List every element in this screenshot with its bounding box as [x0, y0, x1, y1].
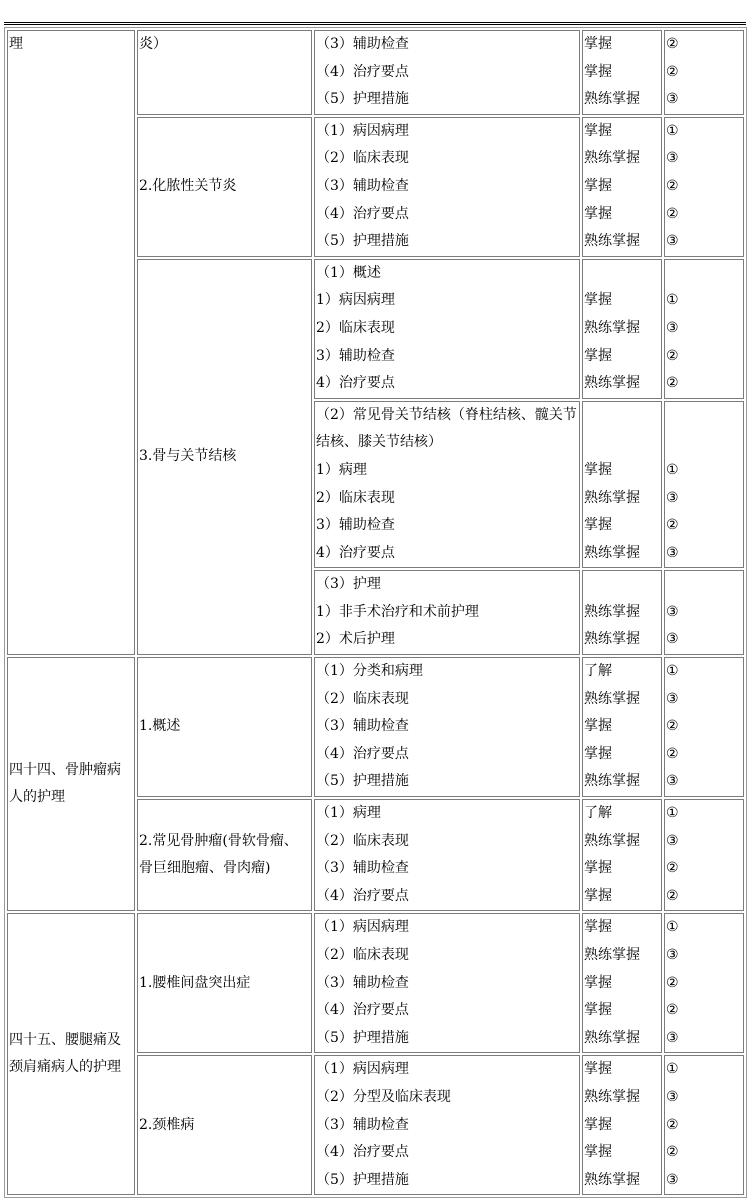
grade-mark: ③ — [666, 947, 679, 963]
grade-mark: ① — [666, 1061, 679, 1078]
mastery-level: 熟练掌握 — [584, 1088, 640, 1105]
level-cell — [582, 30, 662, 115]
level-cell — [582, 117, 662, 257]
mastery-level: 掌握 — [584, 860, 612, 877]
level-cell — [582, 913, 662, 1053]
spacer-line — [666, 571, 742, 599]
topic-name: 2.常见骨肿瘤(骨软骨瘤、骨巨细胞瘤、骨肉瘤) — [139, 832, 298, 877]
mastery-level: 掌握 — [584, 347, 612, 364]
topic-name: 1.腰椎间盘突出症 — [139, 974, 251, 991]
point-item: 1）病因病理 — [316, 292, 395, 309]
topic-name: 2.颈椎病 — [139, 1116, 195, 1133]
topic-name: 1.概述 — [139, 718, 181, 735]
point-item: （1）病因病理 — [316, 919, 409, 936]
grade-mark: ② — [666, 205, 679, 222]
grade-mark: ② — [666, 1002, 679, 1019]
mastery-level: 熟练掌握 — [584, 91, 640, 108]
topic-name-cell — [137, 117, 312, 257]
point-item: 1）非手术治疗和术前护理 — [316, 603, 479, 620]
point-item: （2）分型及临床表现 — [316, 1088, 451, 1105]
topic-name-cell — [137, 799, 312, 911]
grade-mark: ③ — [666, 91, 679, 108]
grade-mark: ② — [666, 1144, 679, 1161]
grade-mark: ③ — [666, 690, 679, 707]
mastery-level: 掌握 — [584, 177, 612, 194]
point-item: （4）治疗要点 — [316, 887, 409, 904]
section-title: 四十四、骨肿瘤病人的护理 — [9, 761, 121, 806]
mastery-level: 熟练掌握 — [584, 947, 640, 963]
point-item: 3）辅助检查 — [316, 347, 395, 364]
topic-name: 2.化脓性关节炎 — [139, 177, 237, 194]
point-cell — [314, 30, 580, 115]
grade-cell — [664, 401, 744, 569]
mastery-level: 掌握 — [584, 292, 612, 309]
mastery-level: 掌握 — [584, 745, 612, 762]
point-item: （3）辅助检查 — [316, 718, 409, 735]
level-cell — [582, 657, 662, 797]
topic-name-cell — [137, 657, 312, 797]
topic-name-cell — [137, 1055, 312, 1195]
mastery-level: 熟练掌握 — [584, 233, 640, 250]
grade-mark: ③ — [666, 631, 679, 648]
spacer-line — [666, 402, 742, 430]
point-item: （1）分类和病理 — [316, 663, 423, 680]
grade-cell — [664, 30, 744, 115]
grade-mark: ③ — [666, 233, 679, 250]
point-item: 4）治疗要点 — [316, 375, 395, 392]
mastery-level: 熟练掌握 — [584, 690, 640, 707]
spacer-line — [666, 429, 742, 457]
mastery-level: 掌握 — [584, 205, 612, 222]
mastery-level: 掌握 — [584, 974, 612, 991]
point-cell — [314, 799, 580, 911]
point-item: （2）临床表现 — [316, 832, 409, 849]
grade-mark: ② — [666, 745, 679, 762]
grade-mark: ① — [666, 122, 679, 139]
grade-mark: ① — [666, 805, 679, 822]
grade-mark: ② — [666, 375, 679, 392]
point-item: （4）治疗要点 — [316, 205, 409, 222]
section-title-cell — [7, 913, 135, 1195]
point-item: （2）临床表现 — [316, 947, 409, 963]
mastery-level: 熟练掌握 — [584, 603, 640, 620]
point-item: 2）术后护理 — [316, 631, 395, 648]
grade-cell — [664, 913, 744, 1053]
grade-mark: ③ — [666, 773, 679, 790]
point-item: （1）病因病理 — [316, 122, 409, 139]
point-item: （1）病理 — [316, 805, 381, 822]
syllabus-body — [7, 30, 744, 1195]
section-title: 四十五、腰腿痛及颈肩痛病人的护理 — [9, 1031, 121, 1076]
grade-cell — [664, 117, 744, 257]
point-item: 2）临床表现 — [316, 489, 395, 506]
mastery-level: 掌握 — [584, 122, 612, 139]
grade-mark: ② — [666, 887, 679, 904]
grade-mark: ① — [666, 663, 679, 680]
mastery-level: 熟练掌握 — [584, 375, 640, 392]
point-item: （3）辅助检查 — [316, 860, 409, 877]
level-cell — [582, 401, 662, 569]
grade-mark: ① — [666, 919, 679, 936]
spacer-line — [584, 571, 660, 599]
point-cell — [314, 570, 580, 655]
grade-cell — [664, 799, 744, 911]
level-cell — [582, 570, 662, 655]
grade-mark: ③ — [666, 1088, 679, 1105]
grade-mark: ② — [666, 718, 679, 735]
point-cell — [314, 1055, 580, 1195]
point-item: （5）护理措施 — [316, 233, 409, 250]
mastery-level: 掌握 — [584, 919, 612, 936]
point-item: （4）治疗要点 — [316, 1144, 409, 1161]
section-title: 理 — [9, 36, 23, 52]
grade-cell — [664, 657, 744, 797]
point-item: （4）治疗要点 — [316, 63, 409, 80]
point-cell — [314, 657, 580, 797]
mastery-level: 熟练掌握 — [584, 489, 640, 506]
grade-mark: ② — [666, 63, 679, 80]
syllabus-table — [4, 27, 747, 1198]
grade-mark: ③ — [666, 603, 679, 620]
mastery-level: 熟练掌握 — [584, 1171, 640, 1188]
level-cell — [582, 799, 662, 911]
spacer-line — [584, 260, 660, 288]
point-cell — [314, 913, 580, 1053]
point-item: 4）治疗要点 — [316, 544, 395, 561]
topic-name: 炎） — [139, 36, 167, 52]
grade-cell — [664, 1055, 744, 1195]
point-cell — [314, 401, 580, 569]
point-item: （3）辅助检查 — [316, 1116, 409, 1133]
point-cell — [314, 259, 580, 399]
topic-name: 3.骨与关节结核 — [139, 448, 237, 465]
grade-mark: ② — [666, 347, 679, 364]
grade-mark: ③ — [666, 319, 679, 336]
grade-mark: ① — [666, 292, 679, 309]
level-cell — [582, 259, 662, 399]
grade-mark: ② — [666, 36, 679, 52]
mastery-level: 熟练掌握 — [584, 150, 640, 167]
spacer-line — [584, 429, 660, 457]
mastery-level: 熟练掌握 — [584, 631, 640, 648]
point-item: （3）辅助检查 — [316, 36, 409, 52]
point-cell — [314, 117, 580, 257]
point-item: （5）护理措施 — [316, 1171, 409, 1188]
topic-name-cell — [137, 259, 312, 655]
grade-cell — [664, 570, 744, 655]
mastery-level: 掌握 — [584, 461, 612, 478]
mastery-level: 熟练掌握 — [584, 544, 640, 561]
table-row — [7, 657, 744, 797]
mastery-level: 掌握 — [584, 887, 612, 904]
block-heading: （1）概述 — [316, 264, 381, 281]
grade-mark: ② — [666, 1116, 679, 1133]
mastery-level: 熟练掌握 — [584, 832, 640, 849]
section-title-cell — [7, 30, 135, 655]
mastery-level: 掌握 — [584, 718, 612, 735]
point-item: （4）治疗要点 — [316, 745, 409, 762]
grade-mark: ① — [666, 461, 679, 478]
block-heading: （3）护理 — [316, 576, 381, 593]
mastery-level: 熟练掌握 — [584, 773, 640, 790]
mastery-level: 熟练掌握 — [584, 1029, 640, 1046]
grade-cell — [664, 259, 744, 399]
topic-name-cell — [137, 913, 312, 1053]
mastery-level: 掌握 — [584, 1116, 612, 1133]
point-item: （2）临床表现 — [316, 690, 409, 707]
mastery-level: 掌握 — [584, 517, 612, 534]
point-item: （5）护理措施 — [316, 773, 409, 790]
mastery-level: 掌握 — [584, 63, 612, 80]
grade-mark: ③ — [666, 1029, 679, 1046]
point-item: （4）治疗要点 — [316, 1002, 409, 1019]
grade-mark: ③ — [666, 1171, 679, 1188]
grade-mark: ③ — [666, 832, 679, 849]
mastery-level: 掌握 — [584, 36, 612, 52]
grade-mark: ② — [666, 517, 679, 534]
point-item: （5）护理措施 — [316, 91, 409, 108]
mastery-level: 掌握 — [584, 1061, 612, 1078]
spacer-line — [666, 260, 742, 288]
section-title-cell — [7, 657, 135, 911]
point-item: （3）辅助检查 — [316, 974, 409, 991]
point-item: （3）辅助检查 — [316, 177, 409, 194]
grade-mark: ③ — [666, 150, 679, 167]
topic-name-cell — [137, 30, 312, 115]
grade-mark: ② — [666, 974, 679, 991]
point-item: 1）病理 — [316, 461, 367, 478]
point-item: （1）病因病理 — [316, 1061, 409, 1078]
block-heading: （2）常见骨关节结核（脊柱结核、髋关节结核、膝关节结核） — [316, 406, 577, 451]
table-row — [7, 30, 744, 115]
top-rule — [4, 22, 746, 25]
grade-mark: ② — [666, 177, 679, 194]
grade-mark: ③ — [666, 489, 679, 506]
point-item: （5）护理措施 — [316, 1029, 409, 1046]
mastery-level: 了解 — [584, 805, 612, 822]
mastery-level: 掌握 — [584, 1002, 612, 1019]
mastery-level: 熟练掌握 — [584, 319, 640, 336]
mastery-level: 掌握 — [584, 1144, 612, 1161]
point-item: 3）辅助检查 — [316, 517, 395, 534]
level-cell — [582, 1055, 662, 1195]
spacer-line — [584, 402, 660, 430]
grade-mark: ③ — [666, 544, 679, 561]
point-item: （2）临床表现 — [316, 150, 409, 167]
point-item: 2）临床表现 — [316, 319, 395, 336]
table-row — [7, 913, 744, 1053]
mastery-level: 了解 — [584, 663, 612, 680]
grade-mark: ② — [666, 860, 679, 877]
